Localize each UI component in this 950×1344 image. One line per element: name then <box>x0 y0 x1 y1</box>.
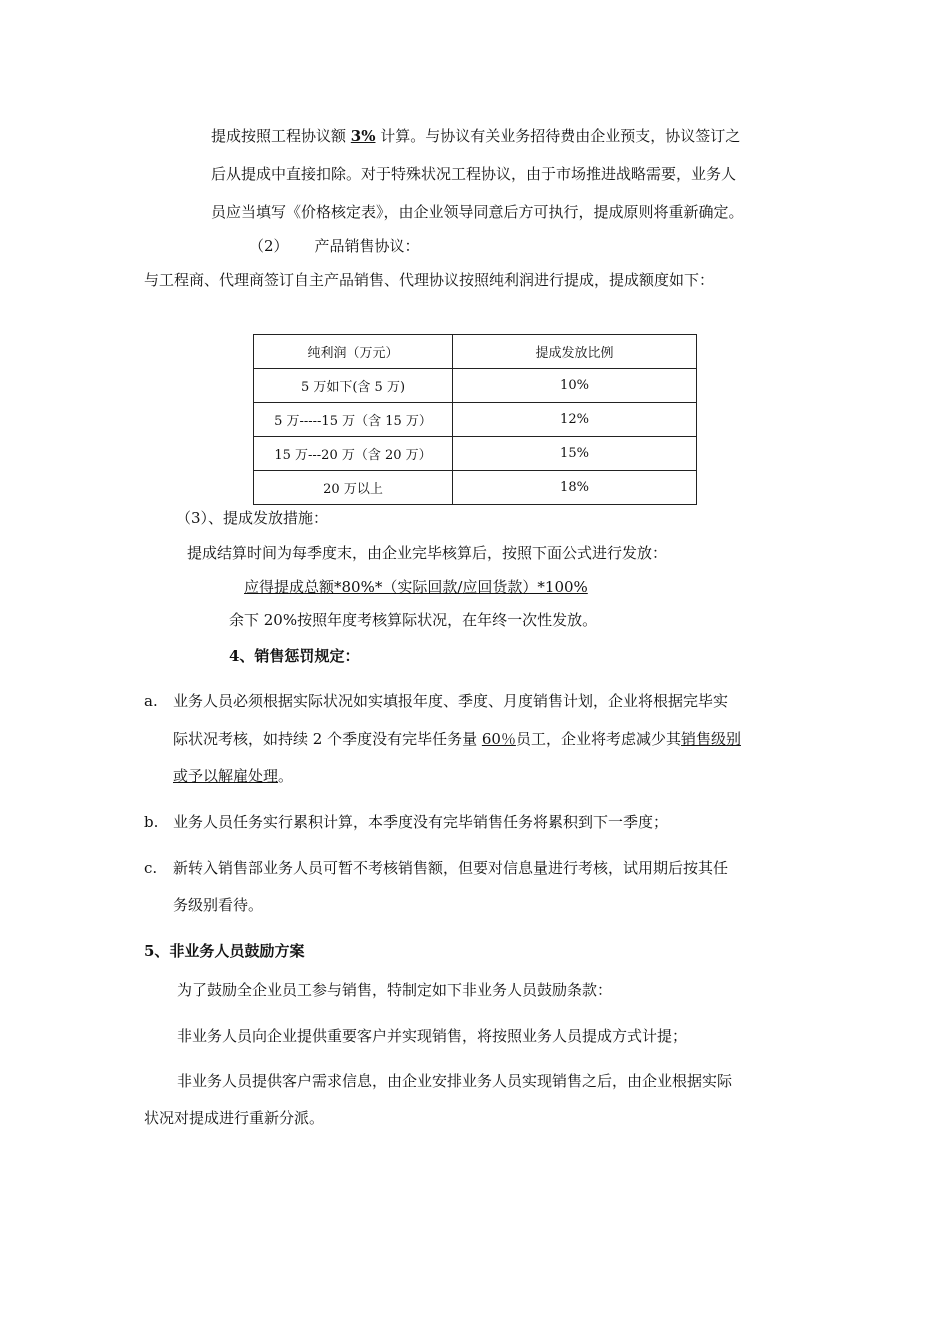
project-commission-line-1 <box>211 126 740 146</box>
penalty-a-line-2 <box>173 729 741 749</box>
penalty-c-line-2: 务级别看待。 <box>173 896 264 914</box>
task-threshold: 60％ <box>481 730 516 748</box>
incentive-paragraph-2: 非业务人员向企业提供重要客户并实现销售，将按照业务人员提成方式计提； <box>177 1027 688 1045</box>
table-row <box>254 403 697 437</box>
text: 提成按照工程协议额 <box>211 127 351 145</box>
table-cell: 10% <box>453 369 697 403</box>
payout-line-1: 提成结算时间为每季度末，由企业完毕核算后，按照下面公式进行发放： <box>187 544 668 562</box>
penalty-b-line-1: 业务人员任务实行累积计算，本季度没有完毕销售任务将累积到下一季度； <box>173 813 669 831</box>
table-cell: 12% <box>453 403 697 437</box>
text: 计算。与协议有关业务招待费由企业预支，协议签订之 <box>375 127 741 145</box>
commission-rate-table <box>253 334 697 505</box>
table-row <box>254 437 697 471</box>
table-cell: 20 万以上 <box>254 471 453 505</box>
payout-formula: 应得提成总额*80%*（实际回款/应回货款）*100% <box>244 578 588 596</box>
product-sales-heading <box>249 236 420 256</box>
list-marker-c: c. <box>144 859 158 877</box>
header-cell: 提成发放比例 <box>453 335 697 369</box>
table-cell: 5 万如下(含 5 万) <box>254 369 453 403</box>
table-cell: 15 万---20 万（含 20 万） <box>254 437 453 471</box>
commission-rate: 3% <box>350 127 376 145</box>
payout-line-2: 余下 20%按照年度考核算际状况，在年终一次性发放。 <box>229 611 598 629</box>
project-commission-line-3: 员应当填写《价格核定表》，由企业领导同意后方可执行，提成原则将重新确定。 <box>211 203 744 221</box>
table-cell: 5 万-----15 万（含 15 万） <box>254 403 453 437</box>
penalty-a-line-1: 业务人员必须根据实际状况如实填报年度、季度、月度销售计划，企业将根据完毕实 <box>173 692 729 710</box>
list-marker-a: a. <box>144 692 158 710</box>
heading-number: （2） <box>249 237 289 255</box>
payout-heading: （3）、提成发放措施： <box>176 509 329 527</box>
incentive-heading: 5、非业务人员鼓励方案 <box>144 942 305 960</box>
header-cell: 纯利润（万元） <box>254 335 453 369</box>
table-header-row <box>254 335 697 369</box>
text-underlined: 或予以解雇处理 <box>173 767 279 785</box>
text: 员工，企业将考虑减少其 <box>515 730 681 748</box>
penalty-c-line-1: 新转入销售部业务人员可暂不考核销售额，但要对信息量进行考核，试用期后按其任 <box>173 859 729 877</box>
text: 。 <box>278 767 294 785</box>
table-cell: 15% <box>453 437 697 471</box>
table-cell: 18% <box>453 471 697 505</box>
penalty-heading: 4、销售惩罚规定： <box>229 647 360 665</box>
incentive-paragraph-3-line-1: 非业务人员提供客户需求信息，由企业安排业务人员实现销售之后，由企业根据实际 <box>177 1072 733 1090</box>
list-marker-b: b. <box>144 813 159 831</box>
project-commission-line-2: 后从提成中直接扣除。对于特殊状况工程协议，由于市场推进战略需要，业务人 <box>211 165 737 183</box>
table-row <box>254 471 697 505</box>
text-underlined: 销售级别 <box>680 730 741 748</box>
text: 际状况考核，如持续 2 个季度没有完毕任务量 <box>173 730 482 748</box>
penalty-a-line-3 <box>173 766 293 786</box>
product-sales-intro: 与工程商、代理商签订自主产品销售、代理协议按照纯利润进行提成，提成额度如下： <box>144 271 715 289</box>
incentive-paragraph-3-line-2: 状况对提成进行重新分派。 <box>144 1109 325 1127</box>
table-row <box>254 369 697 403</box>
incentive-paragraph-1: 为了鼓励全企业员工参与销售，特制定如下非业务人员鼓励条款： <box>177 981 613 999</box>
heading-text: 产品销售协议： <box>314 237 420 255</box>
